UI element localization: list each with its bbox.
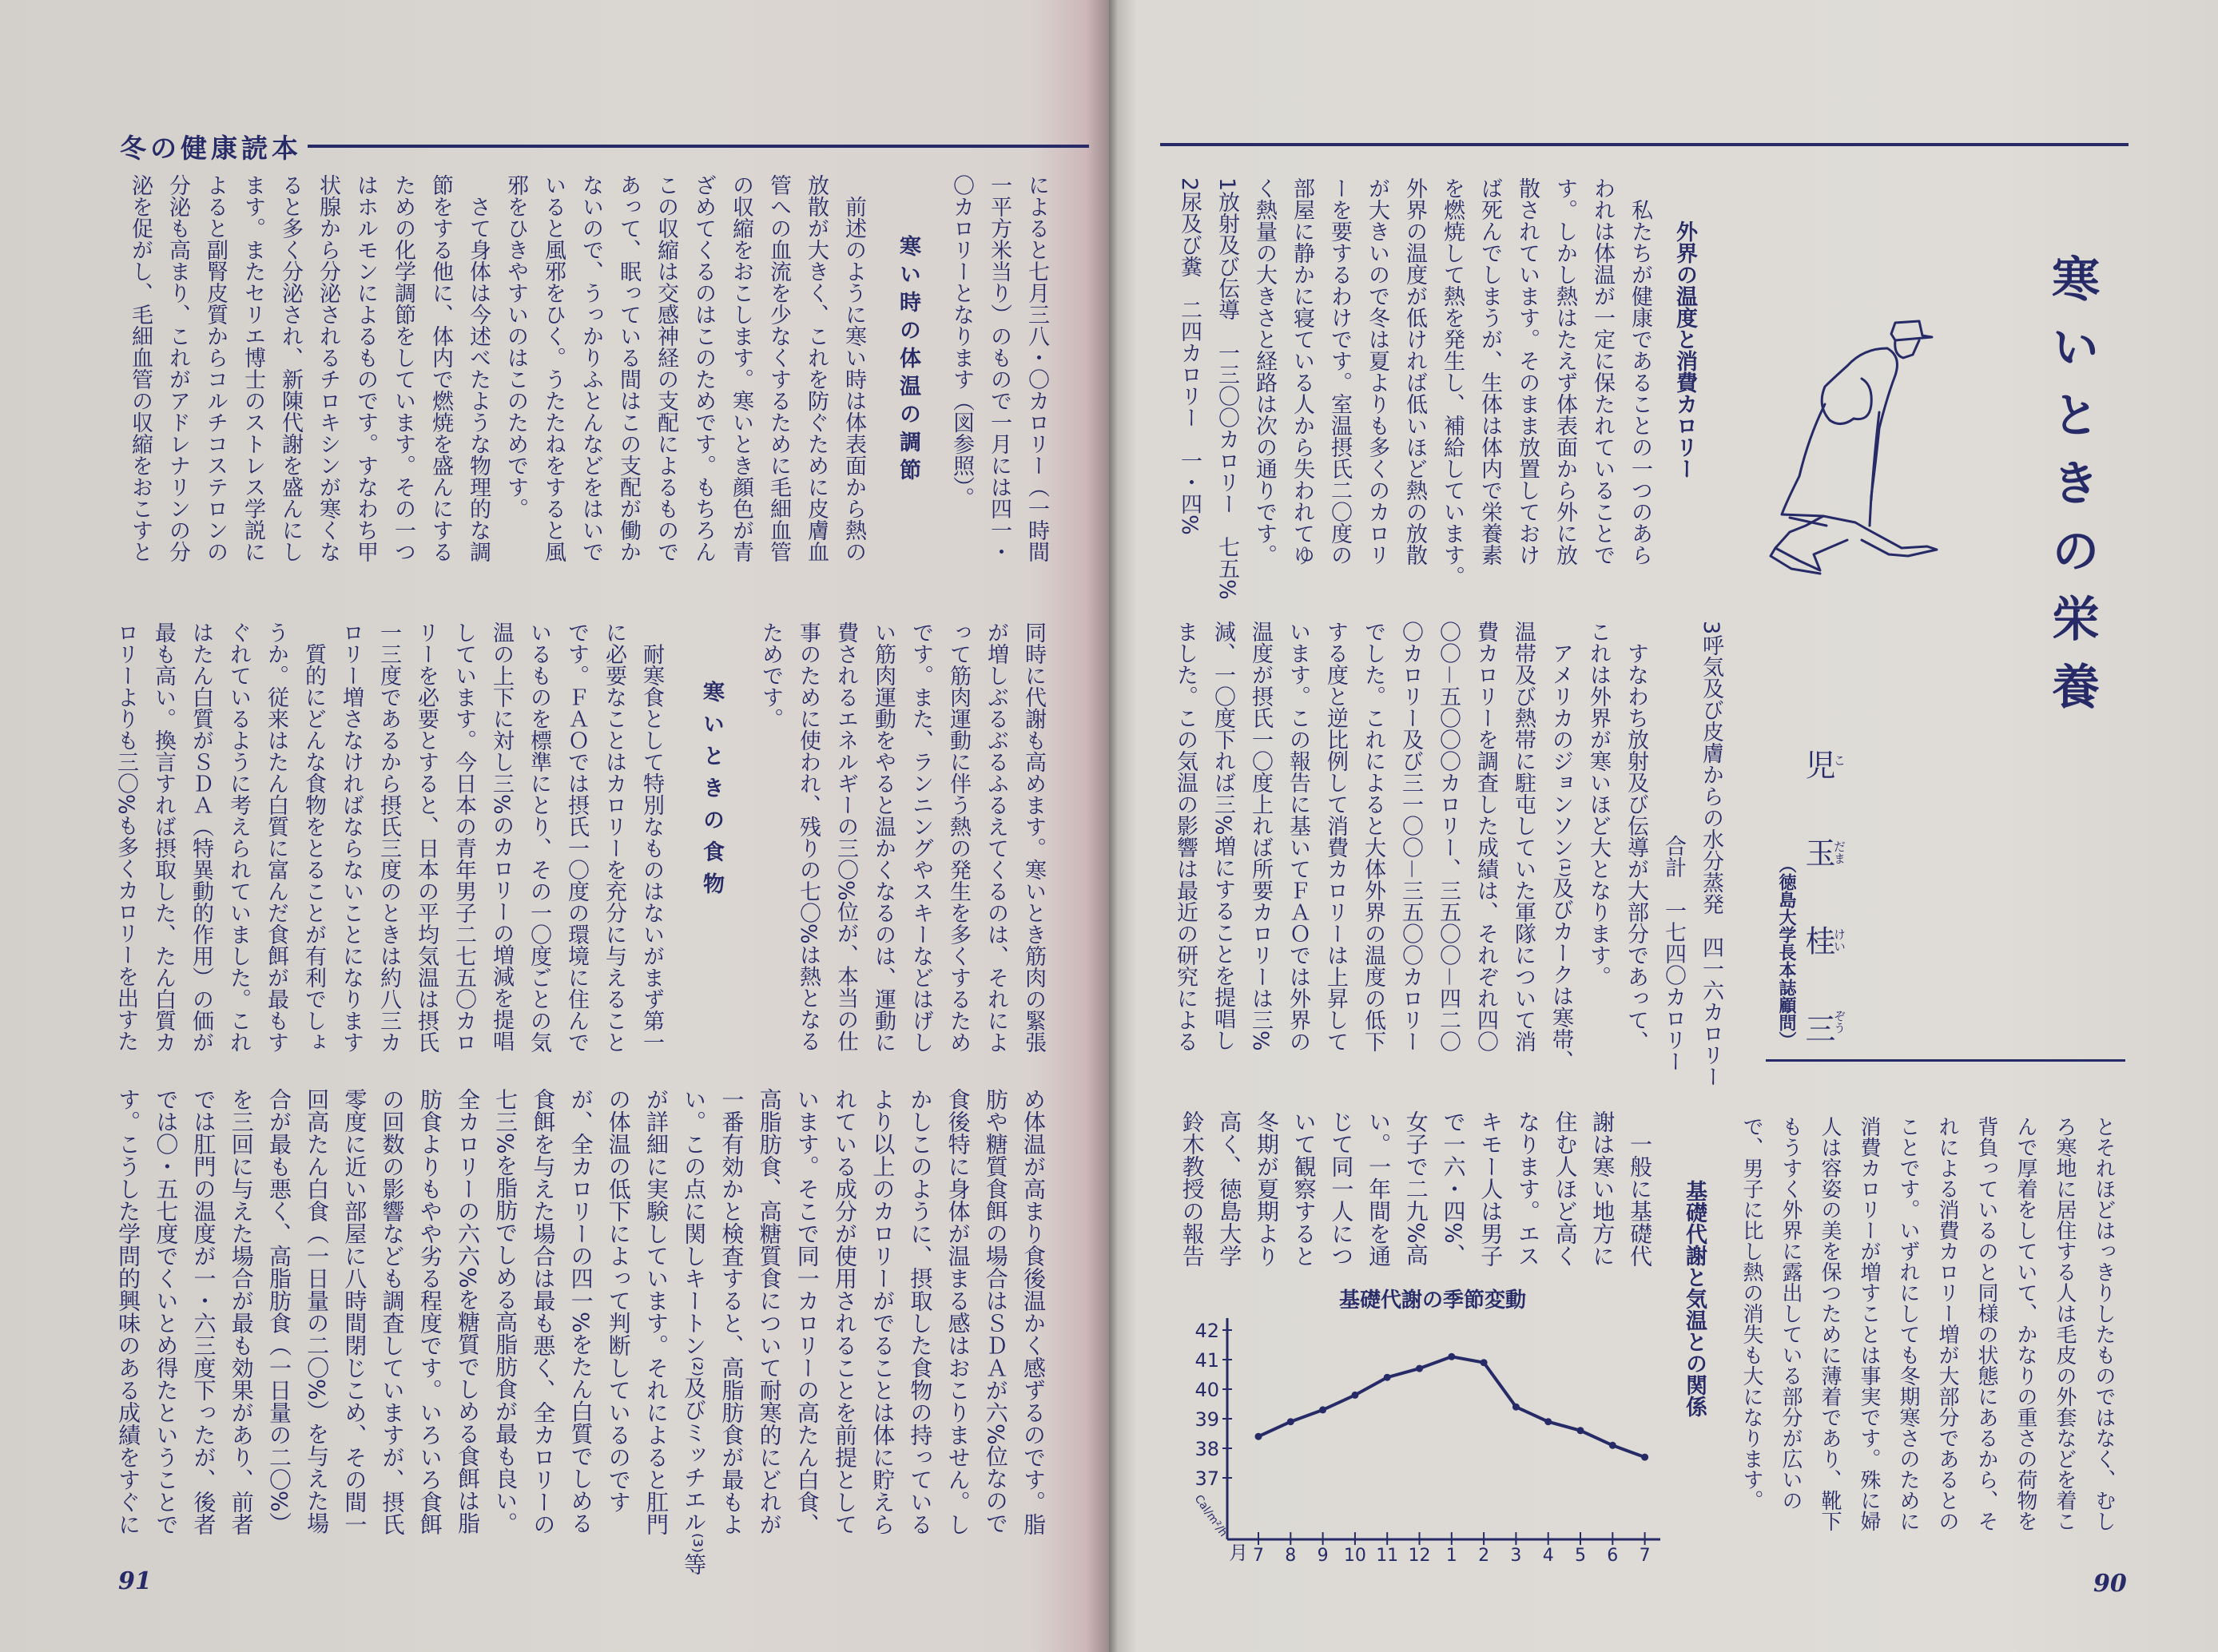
- text-column: 費カロリーを調査した成績は、それぞれ四〇: [1473, 621, 1498, 1052]
- y-tick-label: 38: [1194, 1438, 1219, 1460]
- data-point: [1481, 1359, 1488, 1366]
- text-column: 謝は寒い地方に: [1589, 1110, 1616, 1267]
- text-column: する度と逆比例して消費カロリーは上昇して: [1323, 621, 1348, 1052]
- text-column: 零度に近い部屋に八時間閉じこめ、その間一: [341, 1088, 368, 1535]
- author-affiliation: （徳島大学長本誌顧問）: [1776, 856, 1796, 1049]
- text-column: ロリー増さなければならないことになります: [339, 621, 364, 1053]
- text-column: に必要なことはカロリーを充分に与えること: [602, 621, 626, 1053]
- text-column: 邪をひきやすいのはこのためです。: [503, 174, 528, 519]
- text-column: 放散が大きく、これを防ぐために皮膚血: [804, 174, 829, 562]
- data-point: [1384, 1374, 1391, 1381]
- text-column: もうすく外界に露出している部分が広いの: [1779, 1116, 1803, 1511]
- section-heading: 外界の温度と消費カロリー: [1672, 220, 1697, 479]
- text-column: く熱量の大きさと経路は次の通りです。: [1252, 177, 1277, 566]
- basal-metabolism-chart: [1175, 1278, 1686, 1574]
- y-tick-label: 39: [1194, 1408, 1219, 1431]
- chart-title: 基礎代謝の季節変動: [1338, 1289, 1527, 1312]
- section-heading: 寒いときの食物: [699, 681, 724, 904]
- text-column: い。この点に関しキートン⁽²⁾及びミッチエル⁽³⁾等: [681, 1088, 708, 1575]
- data-point: [1512, 1404, 1520, 1411]
- text-column: では〇・五七度でくいとめ得たということで: [153, 1088, 180, 1535]
- text-column: かしこのように、摂取した食物の持っている: [907, 1088, 934, 1535]
- author-ruby: だま: [1832, 840, 1846, 864]
- text-column: ーを要するわけです。室温摂氏二〇度の: [1327, 177, 1352, 566]
- left-tier-3: [109, 1088, 1052, 1575]
- text-column: 節をする他に、体内で燃焼を盛んにする: [428, 174, 453, 562]
- left-tier-1: [121, 174, 1055, 562]
- x-tick-label: 11: [1376, 1546, 1399, 1566]
- text-column: 合が最も悪く、高脂肪食（一日量の二〇%）: [265, 1088, 292, 1535]
- text-column: 食餌を与えた場合は最も悪く、全カロリーの: [530, 1088, 557, 1535]
- data-point: [1351, 1392, 1358, 1399]
- text-column: さて身体は今述べたような物理的な調: [466, 174, 491, 562]
- x-tick-label: 2: [1478, 1546, 1490, 1566]
- x-tick-label: 9: [1317, 1546, 1329, 1566]
- text-column: い。一年間を通: [1365, 1110, 1393, 1267]
- text-column: 肪食よりもやや劣る程度です。いろいろ食餌: [416, 1088, 443, 1535]
- series-header: 冬の健康読本: [120, 133, 302, 164]
- page-number: 90: [2093, 1570, 2127, 1598]
- text-column: 全カロリーの六六%を糖質でしめる食餌は脂: [454, 1088, 481, 1535]
- text-column: では肛門の温度が一・六三度下ったが、後者: [190, 1088, 217, 1535]
- text-column: より以上のカロリーがでることは体に貯えら: [869, 1088, 896, 1535]
- text-column: 合計 一七四〇カロリー: [1661, 835, 1686, 1072]
- text-column: 一般に基礎代: [1627, 1110, 1653, 1267]
- text-column: で一六・四%、: [1440, 1110, 1467, 1266]
- text-column: が大きいので冬は夏よりも多くのカロリ: [1365, 177, 1389, 566]
- text-column: 部屋に静かに寝ている人から失われてゆ: [1290, 177, 1314, 566]
- text-column: 七三%を脂肪でしめる高脂肪食が最も良い。: [492, 1088, 519, 1535]
- text-column: いると風邪をひく。うたたねをすると風: [541, 174, 566, 562]
- text-column: れによる消費カロリー増が大部分であるとの: [1935, 1116, 1959, 1531]
- text-column: 温の上下に対し三%のカロリーの増減を提唱: [489, 621, 514, 1052]
- right-tier-4: [1173, 1110, 1658, 1270]
- text-column: 一三度であるから摂氏三度のときは約八三カ: [376, 621, 401, 1053]
- author-ruby: こ: [1832, 754, 1846, 766]
- text-column: 泌を促がし、毛細血管の収縮をおこすと: [128, 174, 153, 562]
- x-tick-label: 12: [1408, 1546, 1431, 1566]
- text-column: よると副腎皮質からコルチコステロンの: [203, 174, 228, 562]
- text-column: われは体温が一定に保たれていることで: [1590, 177, 1615, 566]
- right-tier-3: [1657, 1116, 2123, 1531]
- text-column: 高脂肪食、高糖質食について耐寒的にどれが: [756, 1088, 783, 1535]
- text-column: 温帯及び熱帯に駐屯していた軍隊について消: [1511, 621, 1536, 1052]
- data-point: [1544, 1418, 1552, 1425]
- x-tick-label: 5: [1575, 1546, 1586, 1566]
- author-name: 児玉桂三: [1800, 749, 1835, 1101]
- text-column: を三回に与えた場合が最も効果があり、前者: [228, 1088, 255, 1535]
- text-column: います。そこで同一カロリーの高たん白食、: [793, 1088, 821, 1535]
- text-column: 費されるエネルギーの三〇%位が、本当の仕: [833, 621, 858, 1052]
- text-column: キモー人は男子: [1477, 1110, 1505, 1267]
- text-column: 温度が摂氏一〇度上れば所要カロリーは三%: [1248, 621, 1273, 1051]
- x-tick-label: 7: [1253, 1546, 1264, 1566]
- data-point: [1577, 1427, 1584, 1434]
- section-heading: 寒い時の体温の調節: [896, 235, 920, 486]
- text-column: ました。この気温の影響は最近の研究による: [1173, 621, 1198, 1052]
- x-tick-label: 3: [1510, 1546, 1522, 1566]
- text-column: の収縮をおこします。寒いとき顔色が青: [729, 174, 753, 562]
- page-number: 91: [118, 1567, 152, 1595]
- y-tick-label: 37: [1194, 1467, 1219, 1490]
- text-column: です。また、ランニングやスキーなどはげし: [908, 621, 933, 1053]
- text-column: ことです。いずれにしても冬期寒さのために: [1896, 1116, 1920, 1531]
- text-column: 最も高い。換言すれば摂取した、たん白質カ: [151, 621, 176, 1053]
- series-line: [1258, 1356, 1645, 1457]
- text-column: はホルモンによるものです。すなわち甲: [353, 174, 378, 562]
- text-column: で、男子に比し熱の消失も大になります。: [1739, 1116, 1763, 1511]
- text-column: です。ＦＡＯでは摂氏一〇度の環境に住んで: [564, 621, 589, 1053]
- text-column: が詳細に実験しています。それによると肛門: [642, 1088, 670, 1535]
- text-column: なります。エス: [1514, 1110, 1541, 1267]
- text-column: うか。従来はたん白質に富んだ食餌が最もす: [264, 621, 288, 1053]
- text-column: 散されています。そのまま放置しておけ: [1515, 177, 1540, 566]
- text-column: が、全カロリーの四一%をたん白質でしめる: [567, 1088, 594, 1535]
- right-tier-1: [1171, 177, 1710, 600]
- text-column: 質的にどんな食物をとることが有利でしょ: [301, 621, 326, 1053]
- text-column: 一平方米当り）のもので一月には四一・: [987, 174, 1012, 562]
- text-column: 冬期が夏期より: [1253, 1110, 1280, 1267]
- y-tick-label: 41: [1194, 1349, 1219, 1372]
- author-ruby: ぞう: [1832, 1010, 1846, 1034]
- text-column: いて観察すると: [1290, 1110, 1318, 1267]
- data-point: [1448, 1353, 1455, 1360]
- text-column: 背負っているのと同様の状態にあるから、そ: [1974, 1116, 1998, 1531]
- text-column: 〇カロリーとなります（図参照）。: [949, 174, 974, 509]
- text-column: 減、一〇度下れば三%増にすることを提唱し: [1210, 621, 1235, 1051]
- left-tier-2: [107, 621, 1052, 1053]
- text-column: ロリーよりも三〇%も多くカロリーを出すた: [113, 621, 138, 1052]
- text-column: れている成分が使用されることを前提として: [831, 1088, 858, 1535]
- text-column: ぐれているように考えられていました。これ: [226, 621, 251, 1053]
- text-column: 食後特に身体が温まる感はおこりません。し: [944, 1088, 972, 1535]
- text-column: 消費カロリーが増すことは事実です。殊に婦: [1857, 1116, 1881, 1531]
- text-column: ば死んでしまうが、生体は体内で栄養素: [1477, 177, 1502, 566]
- text-column: 回高たん白食（一日量の二〇%）を与えた場: [304, 1088, 331, 1535]
- text-column: ます。またセリエ博士のストレス学説に: [240, 174, 265, 562]
- text-column: あって、眠っている間はこの支配が働か: [616, 174, 641, 562]
- text-column: す。こうした学問的興味のある成績をすぐに: [115, 1088, 142, 1535]
- text-column: が増しぶるぶるふるえてくるのは、それによ: [984, 621, 1008, 1053]
- y-tick-label: 40: [1194, 1379, 1219, 1401]
- text-column: これは外界が寒いほど大となります。: [1586, 621, 1611, 987]
- text-column: 女子で二九%高: [1402, 1110, 1429, 1266]
- text-column: 私たちが健康であることの一つのあら: [1628, 177, 1652, 566]
- text-column: この収縮は交感神経の支配によるもので: [654, 174, 678, 562]
- data-point: [1319, 1406, 1326, 1413]
- x-tick-label: 6: [1607, 1546, 1619, 1566]
- text-column: って筋肉運動に伴う熱の発生を多くするため: [946, 621, 971, 1053]
- text-column: んで厚着をしていて、かなりの重さの荷物を: [2013, 1116, 2037, 1531]
- text-column: ためです。: [758, 621, 783, 729]
- data-point: [1416, 1365, 1423, 1372]
- text-column: リーを必要とすると、日本の平均気温は摂氏: [414, 621, 439, 1053]
- text-column: い筋肉運動をやると温かくなるのは、運動に: [871, 621, 896, 1053]
- header-rule: [308, 145, 1089, 148]
- x-tick-label: 4: [1542, 1546, 1554, 1566]
- text-column: によると七月三八・〇カロリー（一時間: [1024, 174, 1049, 562]
- text-column: す。しかし熱はたえず体表面から外に放: [1552, 177, 1577, 566]
- x-tick-label: 8: [1285, 1546, 1297, 1566]
- text-column: を燃焼して熱を発生し、補給しています。: [1440, 177, 1465, 587]
- right-tier-2: [1167, 621, 1730, 1088]
- header-rule: [1160, 143, 2129, 146]
- x-axis-label: 月: [1229, 1542, 1248, 1564]
- x-tick-label: 7: [1639, 1546, 1651, 1566]
- data-point: [1255, 1433, 1262, 1440]
- text-column: はたん白質がＳＤＡ（特異動的作用）の価が: [189, 621, 213, 1053]
- author-ruby: けい: [1832, 928, 1846, 952]
- text-column: 外界の温度が低ければ低いほど熱の放散: [1402, 177, 1427, 566]
- text-column: 前述のように寒い時は体表面から熱の: [841, 174, 866, 562]
- text-column: でした。これによると大体外界の温度の低下: [1361, 621, 1385, 1052]
- text-column: 〇カロリー及び三一〇〇－三五〇〇カロリー: [1398, 621, 1423, 1052]
- text-column: の回数の影響なども調査していますが、摂氏: [379, 1088, 406, 1535]
- text-column: すなわち放射及び伝導が大部分であって、: [1624, 621, 1648, 1052]
- data-point: [1641, 1454, 1648, 1461]
- text-column: とそれほどはっきりしたものではなく、むし: [2092, 1116, 2116, 1531]
- text-column: 1放射及び伝導 一三〇〇カロリー 七五%: [1214, 177, 1239, 600]
- data-point: [1609, 1442, 1616, 1449]
- text-column: ための化学調節をしています。その一つ: [391, 174, 415, 562]
- text-column: ざめてくるのはこのためです。もちろん: [691, 174, 716, 562]
- y-axis-unit: Cal/m²/h: [1191, 1492, 1230, 1539]
- text-column: 2尿及び糞 二四カロリー 一・四%: [1177, 177, 1202, 535]
- text-column: 事のために使われ、残りの七〇%は熱となる: [796, 621, 821, 1052]
- text-column: 状腺から分泌されるチロキシンが寒くな: [316, 174, 340, 562]
- text-column: 一番有効かと検査すると、高脂肪食が最もよ: [718, 1088, 745, 1535]
- text-column: 肪や糖質食餌の場合はＳＤＡが六%位なので: [982, 1088, 1009, 1535]
- y-tick-label: 42: [1194, 1320, 1219, 1342]
- x-tick-label: 10: [1343, 1546, 1366, 1566]
- text-column: め体温が高まり食後温かく感ずるのです。脂: [1020, 1088, 1047, 1535]
- text-column: ろ寒地に居住する人は毛皮の外套などを着こ: [2053, 1116, 2077, 1531]
- text-column: しています。今日本の青年男子二七五〇カロ: [451, 621, 476, 1053]
- text-column: 〇〇－五〇〇〇カロリー、三五〇〇－四二〇: [1436, 621, 1461, 1052]
- text-column: の体温の低下によって判断しているのです: [605, 1088, 632, 1513]
- text-column: アメリカのジョンソン⁽¹⁾及びカークは寒帯、: [1548, 621, 1573, 1072]
- article-title: 寒いときの栄養: [2044, 254, 2100, 729]
- text-column: 同時に代謝も高めます。寒いとき筋肉の緊張: [1021, 621, 1046, 1053]
- text-column: 高く、徳島大学: [1216, 1110, 1243, 1267]
- text-column: 管への血流を少なくするために毛細血管: [766, 174, 791, 562]
- data-point: [1287, 1418, 1294, 1425]
- text-column: ないので、うっかりふとんなどをはいで: [578, 174, 603, 562]
- x-tick-label: 1: [1445, 1546, 1457, 1566]
- text-column: 人は容姿の美を保つために薄着であり、靴下: [1818, 1116, 1842, 1531]
- section-heading: 基礎代謝と気温との関係: [1682, 1180, 1707, 1417]
- walking-man-illustration: [1767, 316, 1947, 588]
- text-column: 3呼気及び皮膚からの水分蒸発 四一六カロリー: [1699, 621, 1723, 1088]
- text-column: いるものを標準にとり、その一〇度ごとの気: [527, 621, 551, 1053]
- text-column: じて同一人につ: [1328, 1110, 1355, 1267]
- text-column: 住む人ほど高く: [1552, 1110, 1579, 1267]
- text-column: 鈴木教授の報告: [1179, 1110, 1206, 1267]
- text-column: ると多く分泌され、新陳代謝を盛んにし: [278, 174, 303, 562]
- text-column: 分泌も高まり、これがアドレナリンの分: [165, 174, 190, 562]
- text-column: います。この報告に基いてＦＡＯでは外界の: [1286, 621, 1310, 1052]
- text-column: 耐寒食として特別なものはないがまず第一: [639, 621, 664, 1053]
